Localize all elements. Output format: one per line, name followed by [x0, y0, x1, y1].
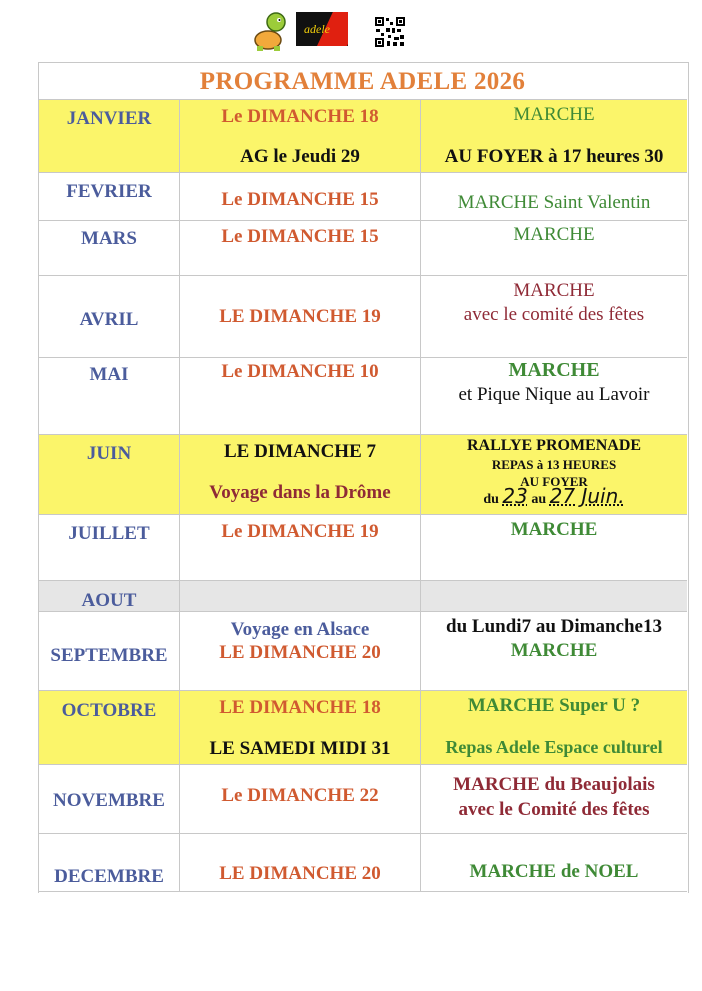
activity-juin-2: REPAS à 13 HEURES [491, 457, 617, 472]
date-octobre-1: LE DIMANCHE 18 [219, 697, 381, 718]
month-septembre: SEPTEMBRE [50, 645, 168, 666]
activity-octobre-1: MARCHE Super U ? [467, 695, 641, 716]
activity-septembre-2: MARCHE [510, 640, 598, 661]
row-divider [38, 99, 687, 100]
row-divider [38, 275, 687, 276]
date-septembre-1: Voyage en Alsace [230, 619, 370, 640]
turtle-icon [248, 10, 292, 52]
month-juillet: JUILLET [68, 523, 150, 544]
activity-juillet: MARCHE [510, 519, 598, 540]
activity-octobre-2: Repas Adele Espace culturel [445, 737, 663, 757]
row-divider [38, 514, 687, 515]
date-juillet: Le DIMANCHE 19 [221, 521, 379, 542]
row-divider [38, 764, 687, 765]
juin-end-date: 27 Juin. [549, 484, 625, 508]
date-janvier-1: Le DIMANCHE 18 [221, 106, 379, 127]
date-septembre-2: LE DIMANCHE 20 [219, 642, 381, 663]
date-octobre-2: LE SAMEDI MIDI 31 [209, 738, 391, 759]
month-mai: MAI [89, 364, 129, 385]
date-fevrier: Le DIMANCHE 15 [221, 189, 379, 210]
month-aout: AOUT [81, 590, 137, 611]
page-title: PROGRAMME ADELE 2026 [199, 68, 526, 95]
juin-dates-prefix: du [483, 492, 499, 507]
date-mars: Le DIMANCHE 15 [221, 226, 379, 247]
activity-decembre: MARCHE de NOEL [469, 861, 639, 882]
date-novembre: Le DIMANCHE 22 [221, 785, 379, 806]
activity-fevrier: MARCHE Saint Valentin [457, 192, 651, 213]
month-octobre: OCTOBRE [61, 700, 157, 721]
row-divider [38, 220, 687, 221]
activity-mai-2: et Pique Nique au Lavoir [458, 384, 650, 405]
adele-logo-text: adele [304, 22, 330, 36]
activity-juin-4 [421, 484, 687, 508]
row-divider [38, 580, 687, 581]
row-divider [38, 434, 687, 435]
row-divider [38, 172, 687, 173]
row-divider [38, 690, 687, 691]
row-divider [38, 833, 687, 834]
activity-novembre-2: avec le Comité des fêtes [458, 799, 650, 820]
row-divider [38, 891, 687, 892]
juin-start-day: 23 [502, 484, 528, 508]
qr-code-icon [374, 16, 406, 48]
activity-septembre-1: du Lundi7 au Dimanche13 [446, 616, 662, 637]
activity-avril-2: avec le comité des fêtes [463, 304, 645, 325]
date-janvier-2: AG le Jeudi 29 [240, 146, 360, 167]
month-mars: MARS [81, 228, 137, 249]
activity-janvier-2: AU FOYER à 17 heures 30 [444, 146, 664, 167]
month-novembre: NOVEMBRE [53, 790, 165, 811]
row-divider [38, 357, 687, 358]
juin-dates-mid: au [531, 492, 547, 507]
adele-logo [296, 12, 348, 46]
month-juin: JUIN [86, 443, 132, 464]
date-juin: LE DIMANCHE 7 [223, 441, 376, 462]
activity-mars: MARCHE [513, 224, 595, 245]
date-mai: Le DIMANCHE 10 [221, 361, 379, 382]
date-avril: LE DIMANCHE 19 [219, 306, 381, 327]
month-fevrier: FEVRIER [66, 181, 152, 202]
month-decembre: DECEMBRE [54, 866, 164, 887]
activity-juin-3: AU FOYER [520, 474, 588, 489]
month-avril: AVRIL [79, 309, 139, 330]
month-janvier: JANVIER [66, 108, 152, 129]
activity-avril-1: MARCHE [513, 280, 595, 301]
activity-mai-1: MARCHE [508, 359, 600, 381]
activity-janvier-1: MARCHE [513, 104, 595, 125]
date-decembre: LE DIMANCHE 20 [219, 863, 381, 884]
juin-subtitle: Voyage dans la Drôme [209, 482, 391, 503]
logo-bar [245, 8, 415, 54]
activity-juin-1: RALLYE PROMENADE [466, 437, 642, 454]
activity-novembre-1: MARCHE du Beaujolais [453, 774, 655, 795]
